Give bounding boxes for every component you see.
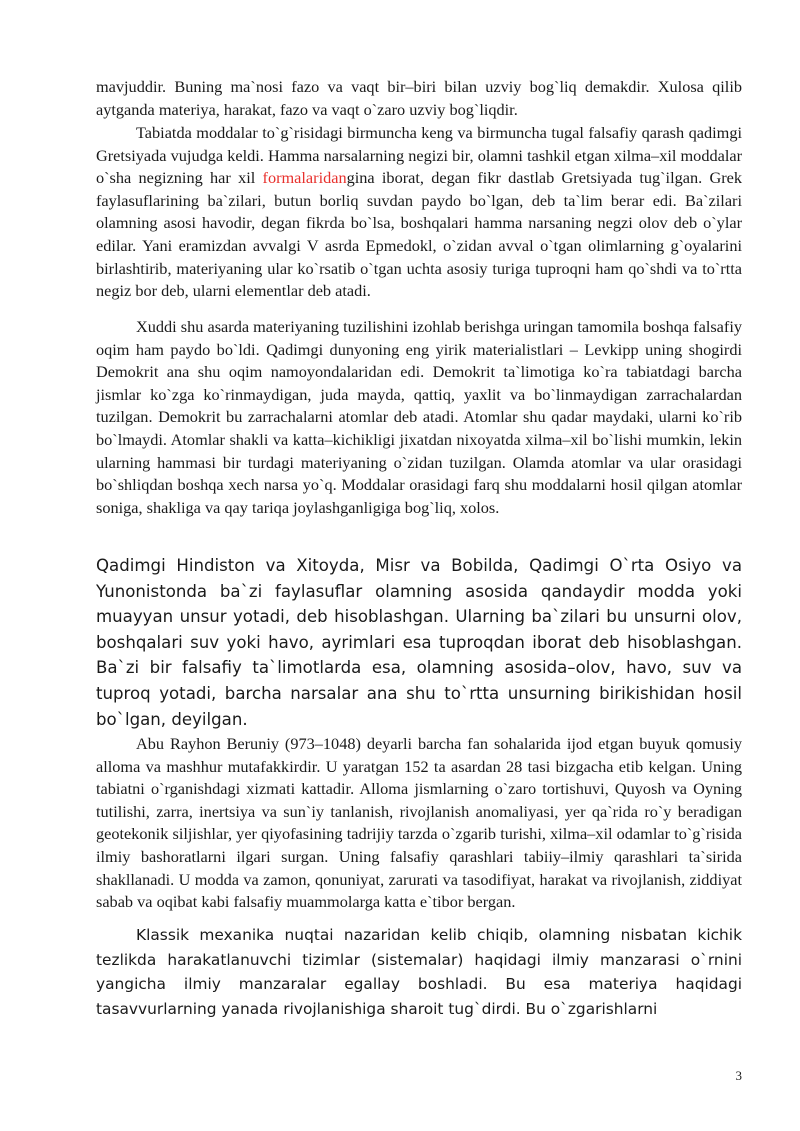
paragraph-2-text-a: Tabiatda moddalar to`g`risidagi birmuncha keng va birmuncha tugal falsafiy qarash qadimgi Gretsiyada vujudga keldi. Hamma narsalarning negizi bir, olamni tashkil etgan xilma–xil moddalar o`sha negizning har xil bbox=[96, 123, 742, 188]
document-page bbox=[96, 0, 742, 1131]
paragraph-5: Abu Rayhon Beruniy (973–1048) deyarli barcha fan sohalarida ijod etgan buyuk qomusiy alloma va mashhur mutafakkirdir. U yaratgan 152 ta asardan 28 tasi bizgacha etib kelgan. Uning tabiatni o`rganishdagi xizmati kattadir. Alloma jismlarning o`zaro tortishuvi, Quyosh va Oyning tutilishi, zarra, inertsiya va sun`iy tanlanish, rivojlanish anomaliyasi, yer qa`rida ro`y beradigan geotekonik siljishlar, yer qiyofasining tadrijiy tarzda o`zgarib turishi, xilma–xil odamlar to`g`risida ilmiy bashoratlarni ilgari surgan. Uning falsafiy qarashlari tabiiy–ilmiy qarashlari ta`sirida shakllanadi. U modda va zamon, qonuniyat, zarurati va tasodifiyat, harakat va rivojlanish, ziddiyat sabab va oqibat kabi falsafiy muammolarga katta e`tibor bergan. bbox=[96, 734, 742, 912]
paragraph-4: Qadimgi Hindiston va Xitoyda, Misr va Bobilda, Qadimgi O`rta Osiyo va Yunonistonda ba`zi faylasuflar olamning asosida qandaydir modda yoki muayyan unsur yotadi, deb hisoblashgan. Ularning ba`zilari bu unsurni olov, boshqalari suv yoki havo, ayrimlari esa tuproqdan iborat deb hisoblashgan. Ba`zi bir falsafiy ta`limotlarda esa, olamning asosida–olov, havo, suv va tuproq yotadi, barcha narsalar ana shu to`rtta unsurning birikishidan hosil bo`lgan, deyilgan. bbox=[96, 556, 742, 729]
highlighted-word: formalaridan bbox=[262, 168, 347, 188]
paragraph-6: Klassik mexanika nuqtai nazaridan kelib chiqib, olamning nisbatan kichik tezlikda harakatlanuvchi tizimlar (sistemalar) haqidagi ilmiy manzarasi o`rnini yangicha ilmiy manzaralar egallay boshladi. Bu esa materiya haqidagi tasavvurlarning yanada rivojlanishiga sharoit tug`dirdi. Bu o`zgarishlarni bbox=[96, 926, 742, 1018]
paragraph-3: Xuddi shu asarda materiyaning tuzilishini izohlab berishga uringan tamomila boshqa falsafiy oqim ham paydo bo`ldi. Qadimgi dunyoning eng yirik materialistlari – Levkipp uning shogirdi Demokrit ana shu oqim namoyondalaridan edi. Demokrit ta`limotiga ko`ra tabiatdagi barcha jismlar ko`zga ko`rinmaydigan, juda mayda, qattiq, yaxlit va bo`linmaydigan zarrachalardan tuzilgan. Demokrit bu zarrachalarni atomlar deb atadi. Atomlar shu qadar maydaki, ularni ko`rib bo`lmaydi. Atomlar shakli va katta–kichikligi jixatdan nixoyatda xilma–xil bo`lishi mumkin, lekin ularning hammasi bir turdagi materiyaning o`zidan tuzilgan. Olamda atomlar va ular orasidagi bo`shliqdan boshqa xech narsa yo`q. Moddalar orasidagi farq shu moddalarni hosil qilgan atomlar soniga, shakliga va qay tariqa joylashganligiga bog`liq, xolos. bbox=[96, 317, 742, 517]
paragraph-1: mavjuddir. Buning ma`nosi fazo va vaqt bir–biri bilan uzviy bog`liq demakdir. Xulosa qilib aytganda materiya, harakat, fazo va vaqt o`zaro uzviy bog`liqdir. bbox=[96, 77, 742, 119]
page-number: 3 bbox=[735, 1068, 742, 1083]
paragraph-2 bbox=[96, 122, 742, 303]
paragraph-2-text-b: gina iborat, degan fikr dastlab Gretsiyada tug`ilgan. Grek faylasuflarining ba`zilari, butun borliq suvdan paydo bo`lgan, deb ta`lim berar edi. Ba`zilari olamning asosi havodir, degan fikrda bo`lsa, boshqalari hamma narsaning negzi olov deb o`ylar edilar. Yani eramizdan avvalgi V asrda Epmedokl, o`zidan avval o`tgan olimlarning g`oyalarini birlashtirib, materiyaning ular ko`rsatib o`tgan uchta asosiy turiga tuproqni ham qo`shdi va to`rtta negiz bor deb, ularni elementlar deb atadi. bbox=[96, 168, 742, 301]
